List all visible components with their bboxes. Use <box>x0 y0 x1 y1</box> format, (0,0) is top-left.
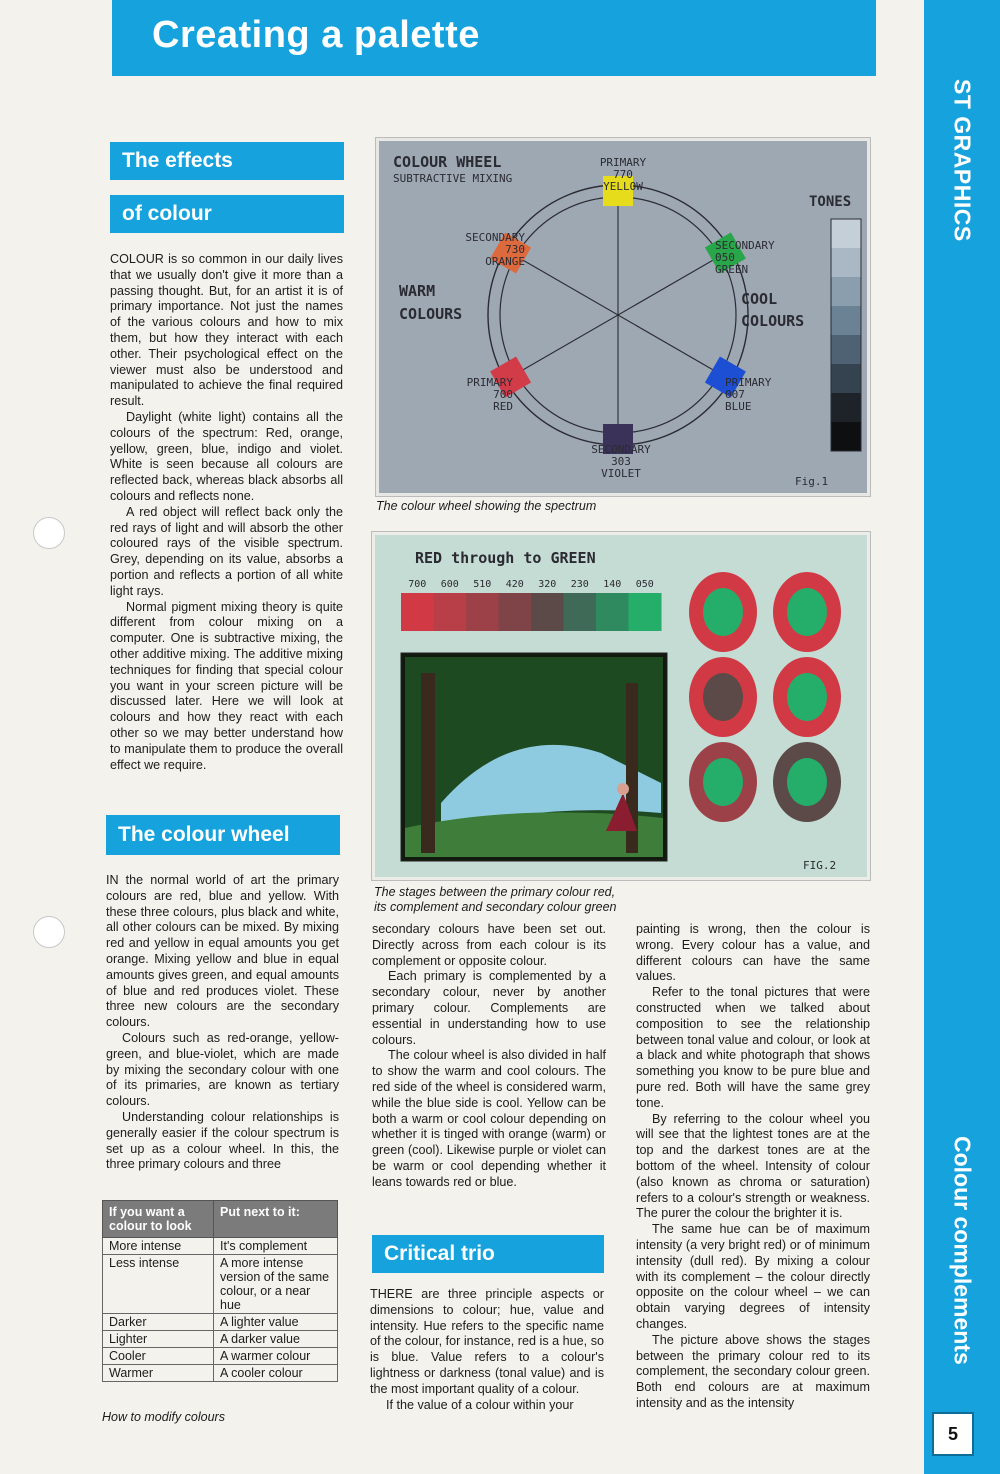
ring-inner <box>787 673 827 721</box>
paragraph: The colour wheel is also divided in half to show the warm and cool colours. The red side of the wheel is considered warm, while the blue side is cool. Yellow can be both a warm or cool colour depending on whether it is tinged with orange (warm) or green (cool). Likewise purple or violet can be warm or cool depending whether it leans towards red or blue. <box>372 1048 606 1189</box>
tone-swatch <box>831 306 861 336</box>
section-label-text: Colour complements <box>949 1135 976 1365</box>
section-label <box>931 1110 993 1390</box>
red-to-green-graphic <box>375 535 867 877</box>
paragraph: Understanding colour relationships is generally easier if the colour spectrum is set up as a colour wheel. In this, the three primary colours and three <box>106 1109 339 1172</box>
table-row <box>103 1255 338 1314</box>
paragraph: Colours such as red-orange, yellow-green, and blue-violet, which are made by mixing the secondary colour with one of its primaries, are known as tertiary colours. <box>106 1030 339 1109</box>
gradient-swatch <box>629 593 662 631</box>
tone-swatch <box>831 335 861 365</box>
ring-inner <box>787 758 827 806</box>
gradient-swatch <box>466 593 499 631</box>
heading-effects-line1: The effects <box>110 142 344 180</box>
right-column-body <box>636 922 870 1412</box>
tone-swatch <box>831 277 861 307</box>
table-header: Put next to it: <box>214 1201 338 1238</box>
paragraph: Daylight (white light) contains all the colours of the spectrum: Red, orange, yellow, green, blue, indigo and violet. White is seen because all colours are reflected back, whereas black absorbs all colours and reflects none. <box>110 409 343 503</box>
figure2-caption <box>374 885 617 915</box>
gradient-value-label: 600 <box>440 579 459 590</box>
gradient-value-label: 510 <box>473 579 492 590</box>
page-number: 5 <box>932 1412 974 1456</box>
gradient-swatch <box>499 593 532 631</box>
tone-swatch <box>831 219 861 249</box>
figure-person-head <box>617 783 629 795</box>
series-label <box>931 40 993 280</box>
wheel-segment-label: SECONDARY <box>715 239 775 252</box>
figure-colour-wheel <box>376 138 870 496</box>
gradient-value-label: 140 <box>603 579 622 590</box>
paragraph: secondary colours have been set out. Directly across from each colour is its complement or opposite colour. <box>372 922 606 968</box>
wheel-segment-label: PRIMARY <box>466 376 513 389</box>
table-row <box>103 1365 338 1382</box>
critical-trio-body <box>370 1287 604 1413</box>
paragraph: The picture above shows the stages between the primary colour red to its complement, the secondary colour green. Both end colours are at maximum intensity and as the intensity <box>636 1332 870 1410</box>
table-cell: A warmer colour <box>214 1348 338 1365</box>
figure-label: Fig.1 <box>795 475 829 488</box>
paragraph: A red object will reflect back only the red rays of light and will absorb the other coloured rays of the visible spectrum. Grey, depending on its value, absorbs a portion and reflects a portion of all white light rays. <box>110 504 343 598</box>
binder-hole <box>33 916 65 948</box>
paragraph: Refer to the tonal pictures that were constructed when we talked about composition to see the relationship between tonal value and colour, or look at a black and white photograph that shows something you know to be pure blue and pure red. Both will have the same grey tone. <box>636 985 870 1110</box>
wheel-segment-label: GREEN <box>715 263 749 276</box>
wheel-segment-label: PRIMARY <box>599 156 647 169</box>
gradient-swatch <box>434 593 467 631</box>
ring-inner <box>703 758 743 806</box>
table-row <box>103 1314 338 1331</box>
wheel-segment-label: 303 <box>611 455 631 468</box>
caption-line: its complement and secondary colour green <box>374 900 617 914</box>
tone-swatch <box>831 422 861 452</box>
figure1-caption: The colour wheel showing the spectrum <box>376 499 597 513</box>
table-row <box>103 1238 338 1255</box>
wheel-segment-label: 770 <box>613 168 633 181</box>
title-bar <box>112 0 876 76</box>
tone-swatch <box>831 248 861 278</box>
wheel-segment-label: BLUE <box>725 400 752 413</box>
tone-swatch <box>831 364 861 394</box>
tones-label: TONES <box>809 194 852 210</box>
colour-wheel-body <box>106 873 339 1173</box>
cool-label: COOL <box>741 290 778 308</box>
table-cell: Lighter <box>103 1331 214 1348</box>
table-row <box>103 1348 338 1365</box>
gradient-value-label: 420 <box>505 579 524 590</box>
paragraph: IN the normal world of art the primary colours are red, blue and yellow. With these three colours, plus black and white, all other colours can be mixed. By mixing red and yellow in equal amounts you get orange. Mixing yellow and blue in equal amounts gives green, and equal amounts of blue and red produces violet. These three new colours are the secondary colours. <box>106 873 339 1030</box>
table-cell: It's complement <box>214 1238 338 1255</box>
wheel-segment-label: YELLOW <box>603 180 643 193</box>
table-cell: More intense <box>103 1238 214 1255</box>
table-cell: Cooler <box>103 1348 214 1365</box>
table-cell: A cooler colour <box>214 1365 338 1382</box>
paragraph: painting is wrong, then the colour is wrong. Every colour has a value, and different colours can have the same values. <box>636 922 870 984</box>
wheel-segment-label: 730 <box>505 243 525 256</box>
wheel-segment-label: 007 <box>725 388 745 401</box>
table-header: If you want a colour to look <box>103 1201 214 1238</box>
wheel-title: COLOUR WHEEL <box>393 153 502 171</box>
table-cell: Warmer <box>103 1365 214 1382</box>
gradient-swatch <box>531 593 564 631</box>
paragraph: Each primary is complemented by a secondary colour, never by another primary colour. Complements are essential in understanding how to use colours. <box>372 969 606 1047</box>
ring-inner <box>787 588 827 636</box>
heading-critical-trio: Critical trio <box>372 1235 604 1273</box>
ring-inner <box>703 588 743 636</box>
gradient-swatch <box>596 593 629 631</box>
binder-hole <box>33 517 65 549</box>
ring-inner <box>703 673 743 721</box>
warm-label: WARM <box>399 282 436 300</box>
effects-body <box>110 252 343 773</box>
wheel-segment-label: SECONDARY <box>591 443 651 456</box>
wheel-subtitle: SUBTRACTIVE MIXING <box>393 172 513 185</box>
paragraph: If the value of a colour within your <box>386 1397 574 1412</box>
wheel-segment-label: SECONDARY <box>465 231 525 244</box>
figure-red-to-green <box>372 532 870 880</box>
table-cell: A darker value <box>214 1331 338 1348</box>
paragraph: Normal pigment mixing theory is quite different from colour mixing on a computer. One is subtractive mixing, the other additive mixing. The additive mixing techniques for finding that special colour you want in your screen picture will be discussed later. Here we will look at colours and how they react with each other so we may better understand how to manipulate them to produce the overall effect we require. <box>110 599 343 772</box>
wheel-segment-label: RED <box>493 400 513 413</box>
paragraph: The same hue can be of maximum intensity (a very bright red) or of minimum intensity (dull red). By mixing a colour with its complement – the colour directly opposite on the colour wheel – we can obtain varying degrees of intensity changes. <box>636 1222 870 1331</box>
gradient-title: RED through to GREEN <box>415 549 596 567</box>
gradient-value-label: 700 <box>408 579 427 590</box>
gradient-swatch <box>401 593 434 631</box>
page-title: Creating a palette <box>152 14 480 56</box>
table-row <box>103 1331 338 1348</box>
gradient-value-label: 050 <box>635 579 654 590</box>
table-caption: How to modify colours <box>102 1410 225 1424</box>
wheel-segment-label: 700 <box>493 388 513 401</box>
wheel-segment-label: ORANGE <box>485 255 525 268</box>
table-cell: Less intense <box>103 1255 214 1314</box>
modify-colours-table <box>102 1200 338 1382</box>
figure-label: FIG.2 <box>803 859 837 872</box>
caption-line: The stages between the primary colour red, <box>374 885 616 899</box>
tree-trunk <box>421 673 435 853</box>
gradient-value-label: 320 <box>538 579 557 590</box>
table-cell: Darker <box>103 1314 214 1331</box>
gradient-swatch <box>564 593 597 631</box>
table-cell: A more intense version of the same colour, or a near hue <box>214 1255 338 1314</box>
tone-swatch <box>831 393 861 423</box>
paragraph: THERE are three principle aspects or dimensions to colour; hue, value and intensity. Hue refers to the specific name of the colour, for instance, red is a hue, so is blue. Value refers to a colour's lightness or darkness (tonal value) and is the most important quality of a colour. <box>370 1287 604 1396</box>
gradient-value-label: 230 <box>570 579 589 590</box>
heading-effects-line2: of colour <box>110 195 344 233</box>
middle-column-body <box>372 922 606 1191</box>
paragraph: COLOUR is so common in our daily lives that we usually don't give it more than a passing thought. But, for an artist it is of primary importance. Not just the names of the various colours and how to mix them, but how they interact with each other. Their psychological effect on the viewer must also be understood and manipulated to achieve the final required result. <box>110 252 343 409</box>
wheel-segment-label: PRIMARY <box>725 376 772 389</box>
colour-wheel-graphic <box>379 141 867 493</box>
series-label-text: ST GRAPHICS <box>949 78 976 242</box>
heading-colour-wheel: The colour wheel <box>106 815 340 855</box>
cool-label: COLOURS <box>741 312 805 330</box>
warm-label: COLOURS <box>399 305 463 323</box>
paragraph: By referring to the colour wheel you will see that the lightest tones are at the top and the darkest tones are at the bottom of the wheel. Intensity of colour (also known as chroma or saturation) refers to a colour's strength or weakness. The purer the colour the brighter it is. <box>636 1111 870 1221</box>
table-cell: A lighter value <box>214 1314 338 1331</box>
wheel-segment-label: 050 <box>715 251 735 264</box>
wheel-segment-label: VIOLET <box>601 467 641 480</box>
